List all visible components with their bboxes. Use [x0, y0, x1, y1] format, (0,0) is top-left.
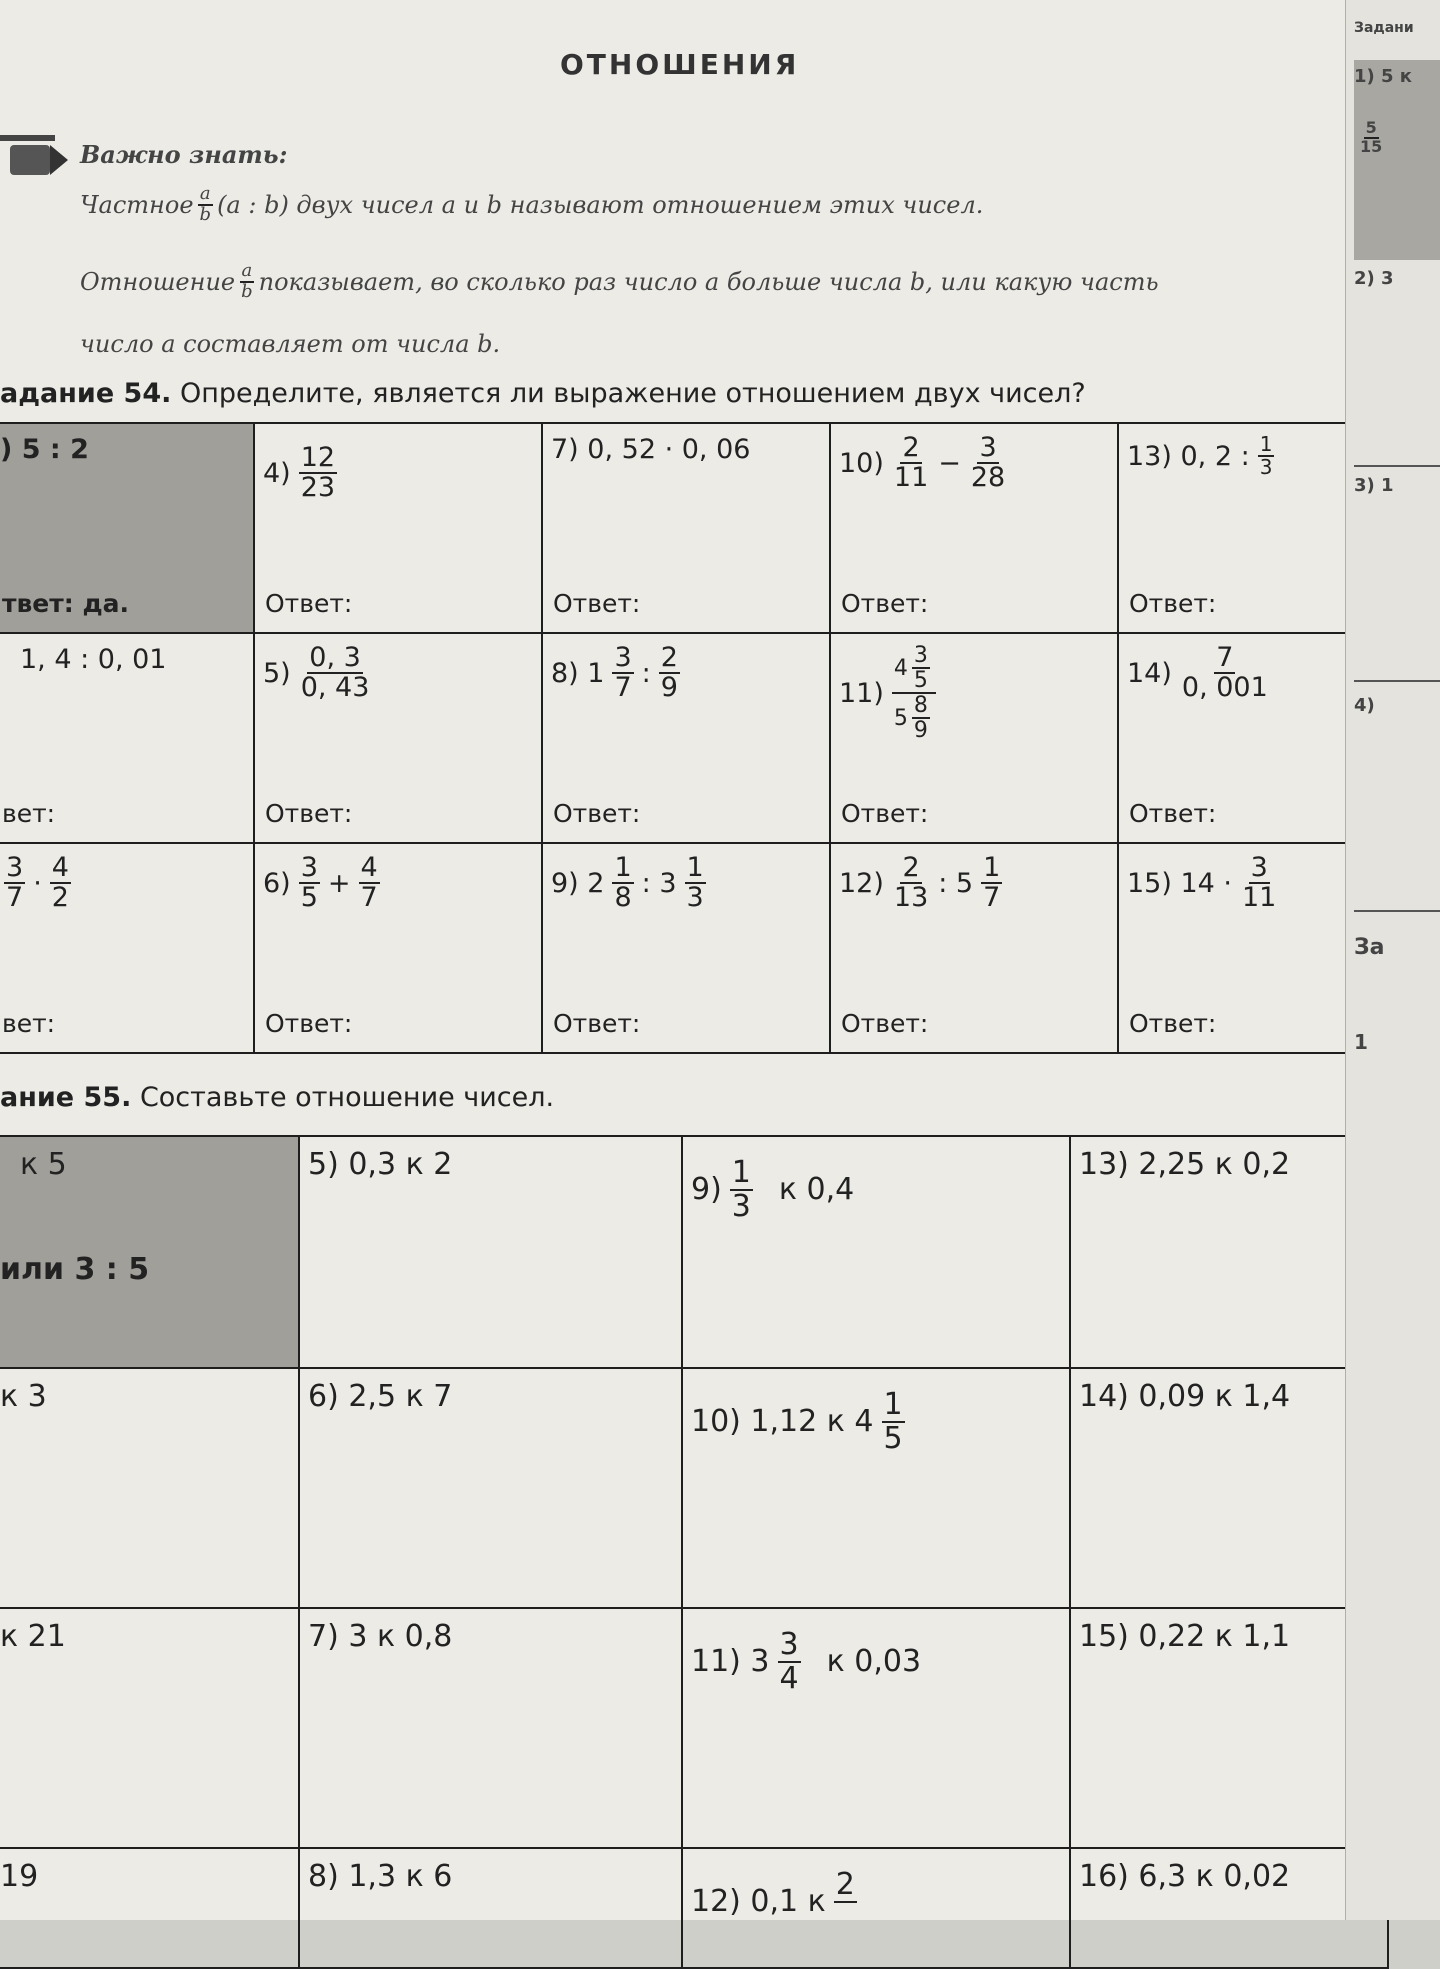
task55-cell-a4: 19: [0, 1848, 299, 1968]
task55-cell-c2: 10) 1,12 к 4 $\frac{1}{5}$: [682, 1368, 1070, 1608]
task54-cell-2: 1, 4 : 0, 01 вет:: [0, 633, 254, 843]
answer-label: Ответ:: [265, 799, 353, 828]
task54-cell-10: 10) $\frac{2}{11}$ − $\frac{3}{28}$ Ответ:: [830, 423, 1118, 633]
info-line-3: число a составляет от числа b.: [80, 330, 501, 358]
task55-cell-c3: 11) 3 $\frac{3}{4}$ к 0,03: [682, 1608, 1070, 1848]
side-divider: [1354, 465, 1440, 467]
side-item-6: 1: [1354, 1030, 1368, 1054]
task55-cell-b4: 8) 1,3 к 6: [299, 1848, 682, 1968]
info-line-1: Частное $\frac{a}{b}$ (a : b) двух чисел a и b называют отношением этих чисел.: [80, 183, 984, 225]
answer-label: Ответ:: [841, 799, 929, 828]
page-title: ОТНОШЕНИЯ: [560, 48, 800, 81]
task54-cell-4: 4) $\frac{12}{23}$ Ответ:: [254, 423, 542, 633]
task55-cell-a3: к 21: [0, 1608, 299, 1848]
side-item-5: За: [1354, 935, 1385, 960]
answer-label: Ответ:: [265, 589, 353, 618]
answer-label: Ответ:: [553, 589, 641, 618]
task55-cell-b2: 6) 2,5 к 7: [299, 1368, 682, 1608]
task55-cell-c4: 12) 0,1 к 2: [682, 1848, 1070, 1968]
task55-cell-c1: 9) $\frac{1}{3}$ к 0,4: [682, 1136, 1070, 1368]
answer-label: Ответ:: [1129, 799, 1217, 828]
task54-cell-5: 5) $\frac{0, 3}{0, 43}$ Ответ:: [254, 633, 542, 843]
task54-cell-11: 11) 4 $\frac{3}{5}$ 5 $\frac{8}{9}$ Ответ:: [830, 633, 1118, 843]
info-heading: Важно знать:: [80, 140, 288, 169]
task55-cell-b3: 7) 3 к 0,8: [299, 1608, 682, 1848]
task55-cell-a2: к 3: [0, 1368, 299, 1608]
side-item-2: 2) 3: [1354, 268, 1394, 289]
side-fraction: $\frac{5}{15}$: [1360, 118, 1383, 156]
task54-cell-14: 14) $\frac{7}{0, 001}$ Ответ:: [1118, 633, 1366, 843]
side-header: Задани: [1354, 20, 1414, 36]
side-divider: [1354, 910, 1440, 912]
task54-cell-8: 8) 1 $\frac{3}{7}$ : $\frac{2}{9}$ Ответ:: [542, 633, 830, 843]
answer-label: Ответ:: [553, 1009, 641, 1038]
fraction-a-b: $\frac{a}{b}$: [199, 183, 212, 225]
task54-cell-6: 6) $\frac{3}{5}$ + $\frac{4}{7}$ Ответ:: [254, 843, 542, 1053]
fraction-a-b: $\frac{a}{b}$: [241, 260, 253, 302]
task54-cell-3: $\frac{3}{7}$ · $\frac{4}{2}$ вет:: [0, 843, 254, 1053]
answer-label: Ответ:: [841, 1009, 929, 1038]
answer-label: Ответ:: [1129, 589, 1217, 618]
info-line-2: Отношение $\frac{a}{b}$ показывает, во сколько раз число a больше числа b, или какую часть: [80, 260, 1159, 302]
task54-cell-1: ) 5 : 2 твет: да.: [0, 423, 254, 633]
task55-cell-d3: 15) 0,22 к 1,1: [1070, 1608, 1388, 1848]
answer-label: Ответ:: [1129, 1009, 1217, 1038]
side-item-1: 1) 5 к: [1354, 66, 1413, 87]
side-item-4: 4): [1354, 695, 1375, 716]
answer-label: Ответ:: [841, 589, 929, 618]
pencil-icon: [0, 125, 70, 195]
side-divider: [1354, 680, 1440, 682]
task54-cell-7: 7) 0, 52 · 0, 06 Ответ:: [542, 423, 830, 633]
task55-cell-a1: к 5 или 3 : 5: [0, 1136, 299, 1368]
task-54-heading: адание 54. Определите, является ли выражение отношением двух чисел?: [0, 378, 1086, 409]
task54-cell-9: 9) 2 $\frac{1}{8}$ : 3 $\frac{1}{3}$ Ответ:: [542, 843, 830, 1053]
task55-cell-d2: 14) 0,09 к 1,4: [1070, 1368, 1388, 1608]
adjacent-page: [1345, 0, 1440, 1920]
task-55-heading: ание 55. Составьте отношение чисел.: [0, 1082, 555, 1113]
task55-cell-d4: 16) 6,3 к 0,02: [1070, 1848, 1388, 1968]
side-gray-cell: [1354, 60, 1440, 260]
answer-label: Ответ:: [553, 799, 641, 828]
task55-cell-b1: 5) 0,3 к 2: [299, 1136, 682, 1368]
answer-label: Ответ:: [265, 1009, 353, 1038]
task-54-table: [0, 422, 1367, 1054]
task54-cell-15: 15) 14 · $\frac{3}{11}$ Ответ:: [1118, 843, 1366, 1053]
task55-cell-d1: 13) 2,25 к 0,2: [1070, 1136, 1388, 1368]
task54-cell-12: 12) $\frac{2}{13}$ : 5 $\frac{1}{7}$ Ответ:: [830, 843, 1118, 1053]
task54-cell-13: 13) 0, 2 : $\frac{1}{3}$ Ответ:: [1118, 423, 1366, 633]
side-item-3: 3) 1: [1354, 475, 1394, 496]
task-55-table: [0, 1135, 1389, 1969]
